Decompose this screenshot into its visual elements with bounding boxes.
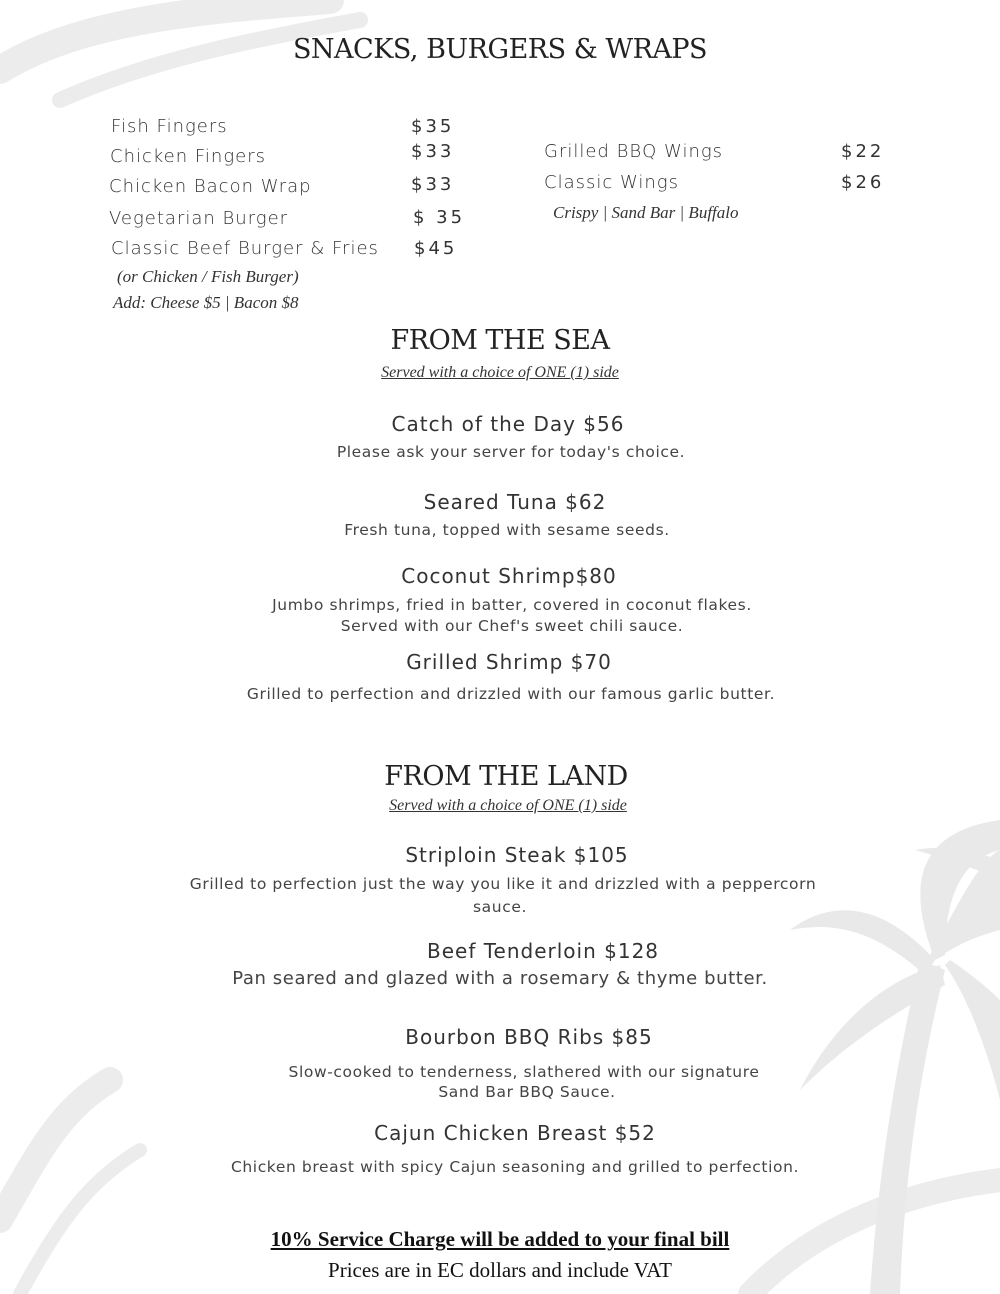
menu-item-name: Classic Beef Burger & Fries	[111, 238, 379, 259]
section-title-land: FROM THE LAND	[384, 761, 628, 792]
menu-item-name: Grilled BBQ Wings	[544, 141, 724, 162]
wings-flavours-note: Crispy | Sand Bar | Buffalo	[553, 203, 739, 222]
dish-title: Striploin Steak $105	[405, 843, 629, 867]
dish-description: Chicken breast with spicy Cajun seasoning and grilled to perfection.	[230, 1158, 800, 1176]
dish-description: Fresh tuna, topped with sesame seeds.	[344, 521, 670, 539]
dish-title: Catch of the Day $56	[391, 412, 625, 436]
dish-description: Slow-cooked to tenderness, slathered with our signature	[288, 1063, 760, 1081]
burger-note: (or Chicken / Fish Burger)	[117, 267, 299, 286]
menu-item-price: $33	[411, 174, 455, 195]
section-title-sea: FROM THE SEA	[390, 325, 610, 356]
dish-description: Please ask your server for today's choice.	[336, 443, 686, 461]
dish-title: Beef Tenderloin $128	[426, 939, 660, 963]
dish-description: sauce.	[473, 898, 527, 916]
dish-description: Grilled to perfection just the way you like it and drizzled with a peppercorn	[189, 875, 817, 893]
menu-item-name: Chicken Fingers	[110, 146, 266, 167]
add-ons-note: Add: Cheese $5 | Bacon $8	[113, 293, 299, 312]
dish-title: Cajun Chicken Breast $52	[374, 1121, 656, 1145]
menu-item-price: $35	[411, 116, 455, 137]
dish-description: Pan seared and glazed with a rosemary & thyme butter.	[232, 968, 768, 989]
menu-item-name: Fish Fingers	[111, 116, 228, 137]
menu-item-name: Classic Wings	[544, 172, 679, 193]
menu-item-price: $45	[414, 238, 458, 259]
service-charge-notice: 10% Service Charge will be added to your final bill	[270, 1227, 730, 1251]
section-subtitle-land: Served with a choice of ONE (1) side	[389, 797, 627, 814]
dish-description: Jumbo shrimps, fried in batter, covered in coconut flakes.	[272, 596, 752, 614]
menu-item-price: $33	[411, 141, 455, 162]
menu-item-price: $ 35	[413, 207, 466, 228]
dish-title: Bourbon BBQ Ribs $85	[405, 1025, 653, 1049]
dish-description: Served with our Chef's sweet chili sauce.	[340, 617, 684, 635]
section-title-snacks: SNACKS, BURGERS & WRAPS	[292, 34, 708, 65]
dish-title: Coconut Shrimp$80	[401, 564, 617, 588]
menu-item-price: $26	[841, 172, 885, 193]
menu-item-name: Vegetarian Burger	[109, 208, 289, 229]
menu-item-price: $22	[841, 141, 885, 162]
dish-description: Sand Bar BBQ Sauce.	[438, 1083, 616, 1101]
prices-note: Prices are in EC dollars and include VAT	[328, 1258, 672, 1282]
dish-description: Grilled to perfection and drizzled with our famous garlic butter.	[246, 685, 776, 703]
dish-title: Seared Tuna $62	[423, 490, 607, 514]
menu-item-name: Chicken Bacon Wrap	[109, 176, 312, 197]
dish-title: Grilled Shrimp $70	[406, 650, 612, 674]
section-subtitle-sea: Served with a choice of ONE (1) side	[381, 364, 619, 381]
